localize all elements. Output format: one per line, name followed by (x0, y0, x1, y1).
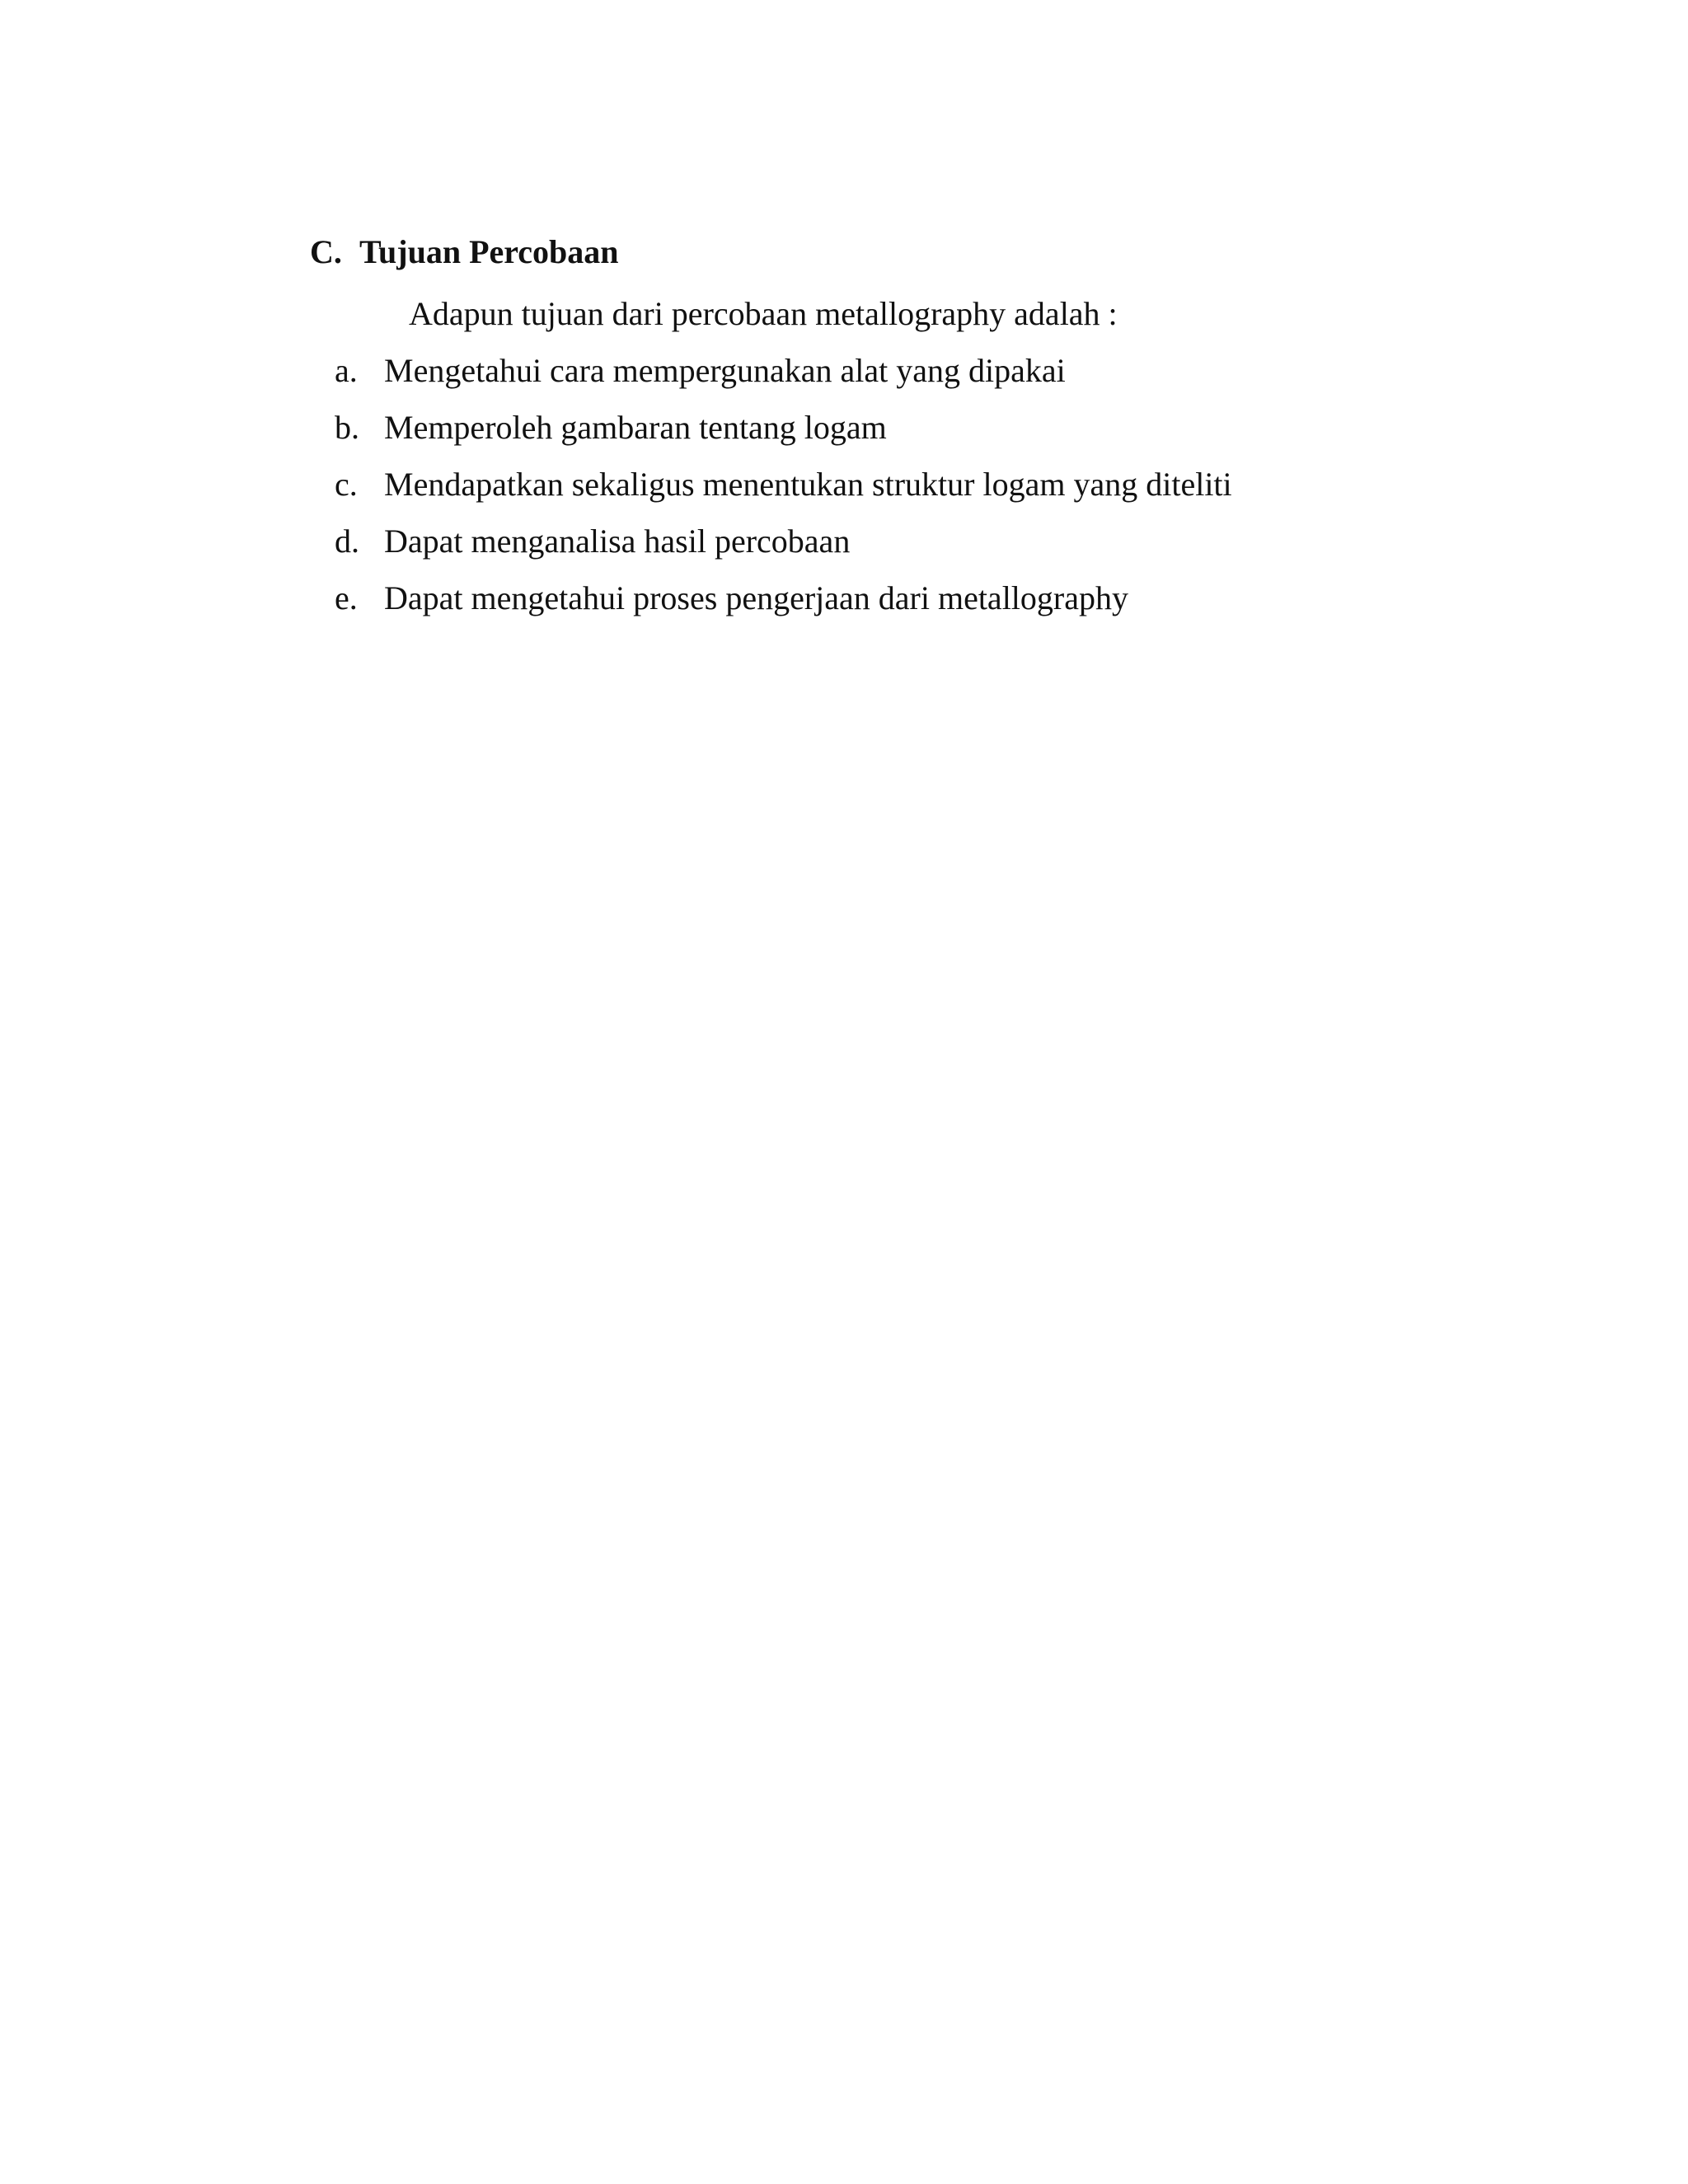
list-marker: d. (335, 523, 359, 560)
list-item-text: Mengetahui cara mempergunakan alat yang dipakai (384, 352, 1066, 389)
objectives-list (310, 342, 1480, 626)
intro-paragraph: Adapun tujuan dari percobaan metallography adalah : (409, 295, 1118, 332)
list-marker: b. (335, 409, 359, 446)
list-marker: e. (335, 579, 358, 616)
list-item (310, 456, 1480, 513)
list-item-text: Dapat mengetahui proses pengerjaan dari metallography (384, 579, 1128, 616)
list-item (310, 513, 1480, 569)
list-item (310, 569, 1480, 626)
list-item-text: Dapat menganalisa hasil percobaan (384, 523, 851, 560)
section-number: C. (310, 233, 342, 270)
section-title: Tujuan Percobaan (359, 233, 619, 270)
list-item-text: Memperoleh gambaran tentang logam (384, 409, 887, 446)
section-tujuan-percobaan (310, 229, 1480, 626)
section-heading (310, 229, 1480, 275)
list-item (310, 342, 1480, 399)
list-item-text: Mendapatkan sekaligus menentukan struktur logam yang diteliti (384, 466, 1232, 503)
list-marker: a. (335, 352, 358, 389)
list-item (310, 399, 1480, 456)
list-marker: c. (335, 466, 358, 503)
